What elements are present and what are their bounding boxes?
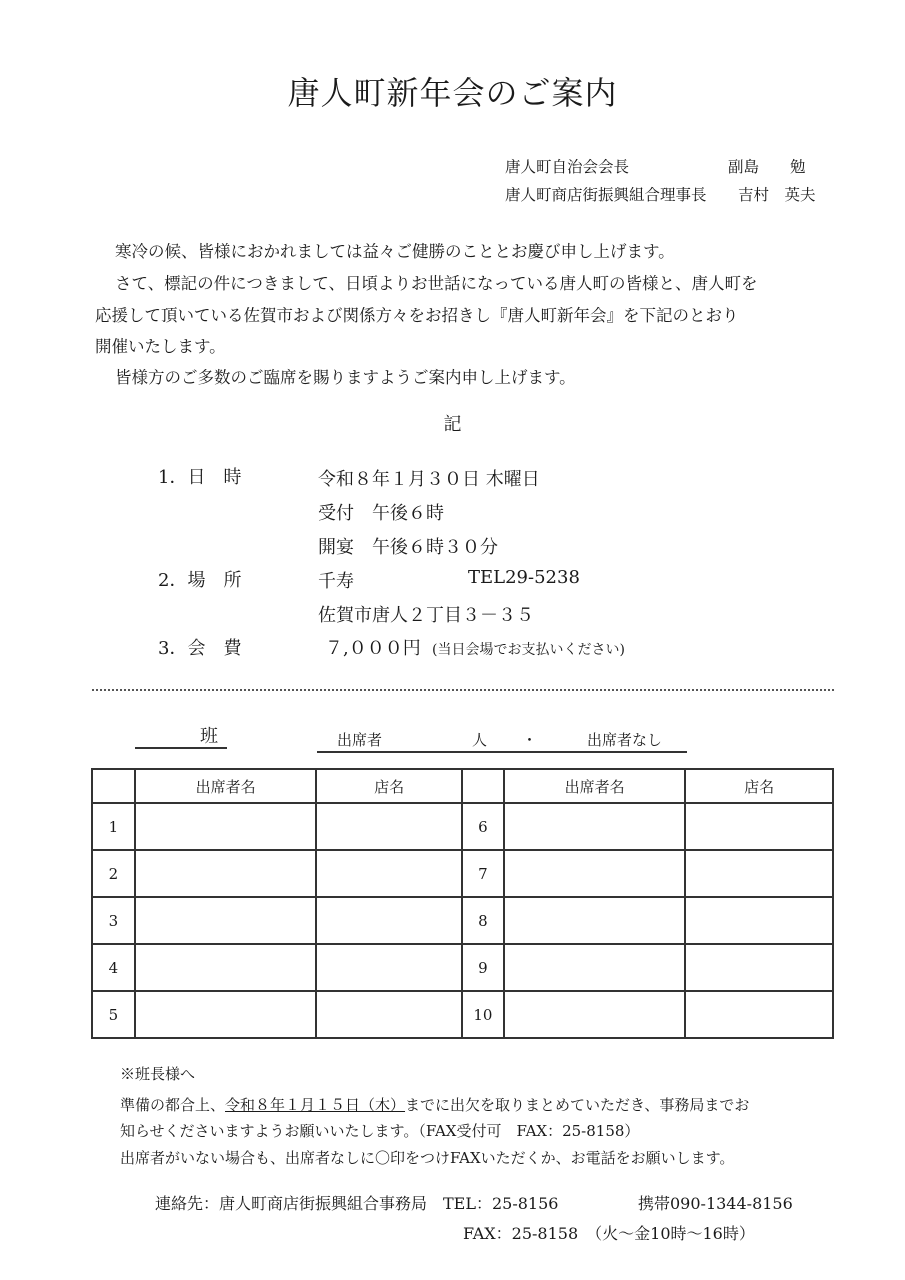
deadline-date: 令和８年１月１５日（木） [225,1096,406,1114]
signatory-role-2: 唐人町商店街振興組合理事長 [505,186,707,204]
attendee-name-cell[interactable] [504,991,685,1038]
attendees-input-line[interactable] [317,751,687,753]
body-paragraph-4: 開催いたします。 [95,337,226,356]
row-number: 7 [462,850,504,897]
item-fee-note: (当日会場でお支払いください) [432,642,625,658]
shop-name-cell[interactable] [685,803,833,850]
item-label-venue: 2．場 所 [158,570,242,591]
header-shop-name-left: 店名 [316,769,462,803]
notes-line-1-post: までに出欠を取りまとめていただき、事務局までお [405,1096,750,1114]
row-number: 9 [462,944,504,991]
shop-name-cell[interactable] [316,944,462,991]
row-number: 6 [462,803,504,850]
ki-heading: 記 [443,414,462,435]
body-paragraph-3: 応援して頂いている佐賀市および関係方々をお招きし『唐人町新年会』を下記のとおり [95,306,739,325]
notes-line-1 [120,1094,749,1115]
item-opening: 開宴 午後６時３０分 [318,537,498,558]
row-number: 8 [462,897,504,944]
signatory-name-1: 副島 勉 [728,158,806,176]
shop-name-cell[interactable] [685,991,833,1038]
item-label-datetime: 1．日 時 [158,467,242,488]
shop-name-cell[interactable] [685,850,833,897]
attendee-name-cell[interactable] [504,897,685,944]
body-paragraph-1: 寒冷の候、皆様におかれましては益々ご健勝のこととお慶び申し上げます。 [115,242,675,261]
contact-line-1: 連絡先：唐人町商店街振興組合事務局 TEL：25-8156 [155,1194,559,1213]
row-number: 10 [462,991,504,1038]
contact-line-2: FAX：25-8158 （火～金10時～16時） [463,1224,755,1243]
item-reception: 受付 午後６時 [318,503,444,524]
table-row [92,850,833,897]
item-venue-tel: TEL29-5238 [468,567,580,588]
attendee-name-cell[interactable] [135,944,316,991]
header-blank-left [92,769,135,803]
attendees-label: 出席者 [337,731,383,749]
attendee-name-cell[interactable] [504,944,685,991]
han-label: 班 [200,726,218,747]
row-number: 3 [92,897,135,944]
table-row [92,897,833,944]
shop-name-cell[interactable] [316,850,462,897]
table-header-row [92,769,833,803]
notes-line-1-pre: 準備の都合上、 [120,1096,226,1114]
shop-name-cell[interactable] [685,944,833,991]
item-label-fee: 3．会 費 [158,638,242,659]
shop-name-cell[interactable] [685,897,833,944]
row-number: 4 [92,944,135,991]
page-title: 唐人町新年会のご案内 [287,74,618,112]
notes-line-2: 知らせくださいますようお願いいたします。（FAX受付可 FAX：25-8158） [120,1122,640,1140]
header-shop-name-right: 店名 [685,769,833,803]
item-venue-name: 千寿 [318,571,354,592]
attendee-name-cell[interactable] [135,803,316,850]
separator: ・ [522,731,538,749]
item-venue-address: 佐賀市唐人２丁目３－３５ [318,605,534,626]
attendee-table [91,768,834,1039]
shop-name-cell[interactable] [316,803,462,850]
cut-line [92,689,834,691]
item-fee: ７,０００円 [325,638,421,659]
body-paragraph-5: 皆様方のご多数のご臨席を賜りますようご案内申し上げます。 [115,368,576,387]
item-date: 令和８年１月３０日 木曜日 [318,469,540,490]
han-input-line[interactable] [135,747,227,749]
header-attendee-name-left: 出席者名 [135,769,316,803]
row-number: 2 [92,850,135,897]
notes-heading: ※班長様へ [120,1065,196,1083]
header-blank-right [462,769,504,803]
body-paragraph-2: さて、標記の件につきまして、日頃よりお世話になっている唐人町の皆様と、唐人町を [115,274,758,293]
no-attendees-option[interactable]: 出席者なし [587,731,663,749]
attendee-name-cell[interactable] [135,897,316,944]
attendee-name-cell[interactable] [504,850,685,897]
shop-name-cell[interactable] [316,897,462,944]
attendee-name-cell[interactable] [504,803,685,850]
persons-unit: 人 [472,731,488,749]
shop-name-cell[interactable] [316,991,462,1038]
contact-mobile: 携帯090-1344-8156 [638,1194,793,1213]
table-row [92,944,833,991]
header-attendee-name-right: 出席者名 [504,769,685,803]
signatory-role-1: 唐人町自治会会長 [505,158,630,176]
table-row [92,991,833,1038]
attendee-name-cell[interactable] [135,850,316,897]
notes-line-3: 出席者がいない場合も、出席者なしに〇印をつけFAXいただくか、お電話をお願いします。 [120,1149,735,1167]
signatory-name-2: 吉村 英夫 [738,186,816,204]
row-number: 5 [92,991,135,1038]
attendee-name-cell[interactable] [135,991,316,1038]
table-row [92,803,833,850]
row-number: 1 [92,803,135,850]
